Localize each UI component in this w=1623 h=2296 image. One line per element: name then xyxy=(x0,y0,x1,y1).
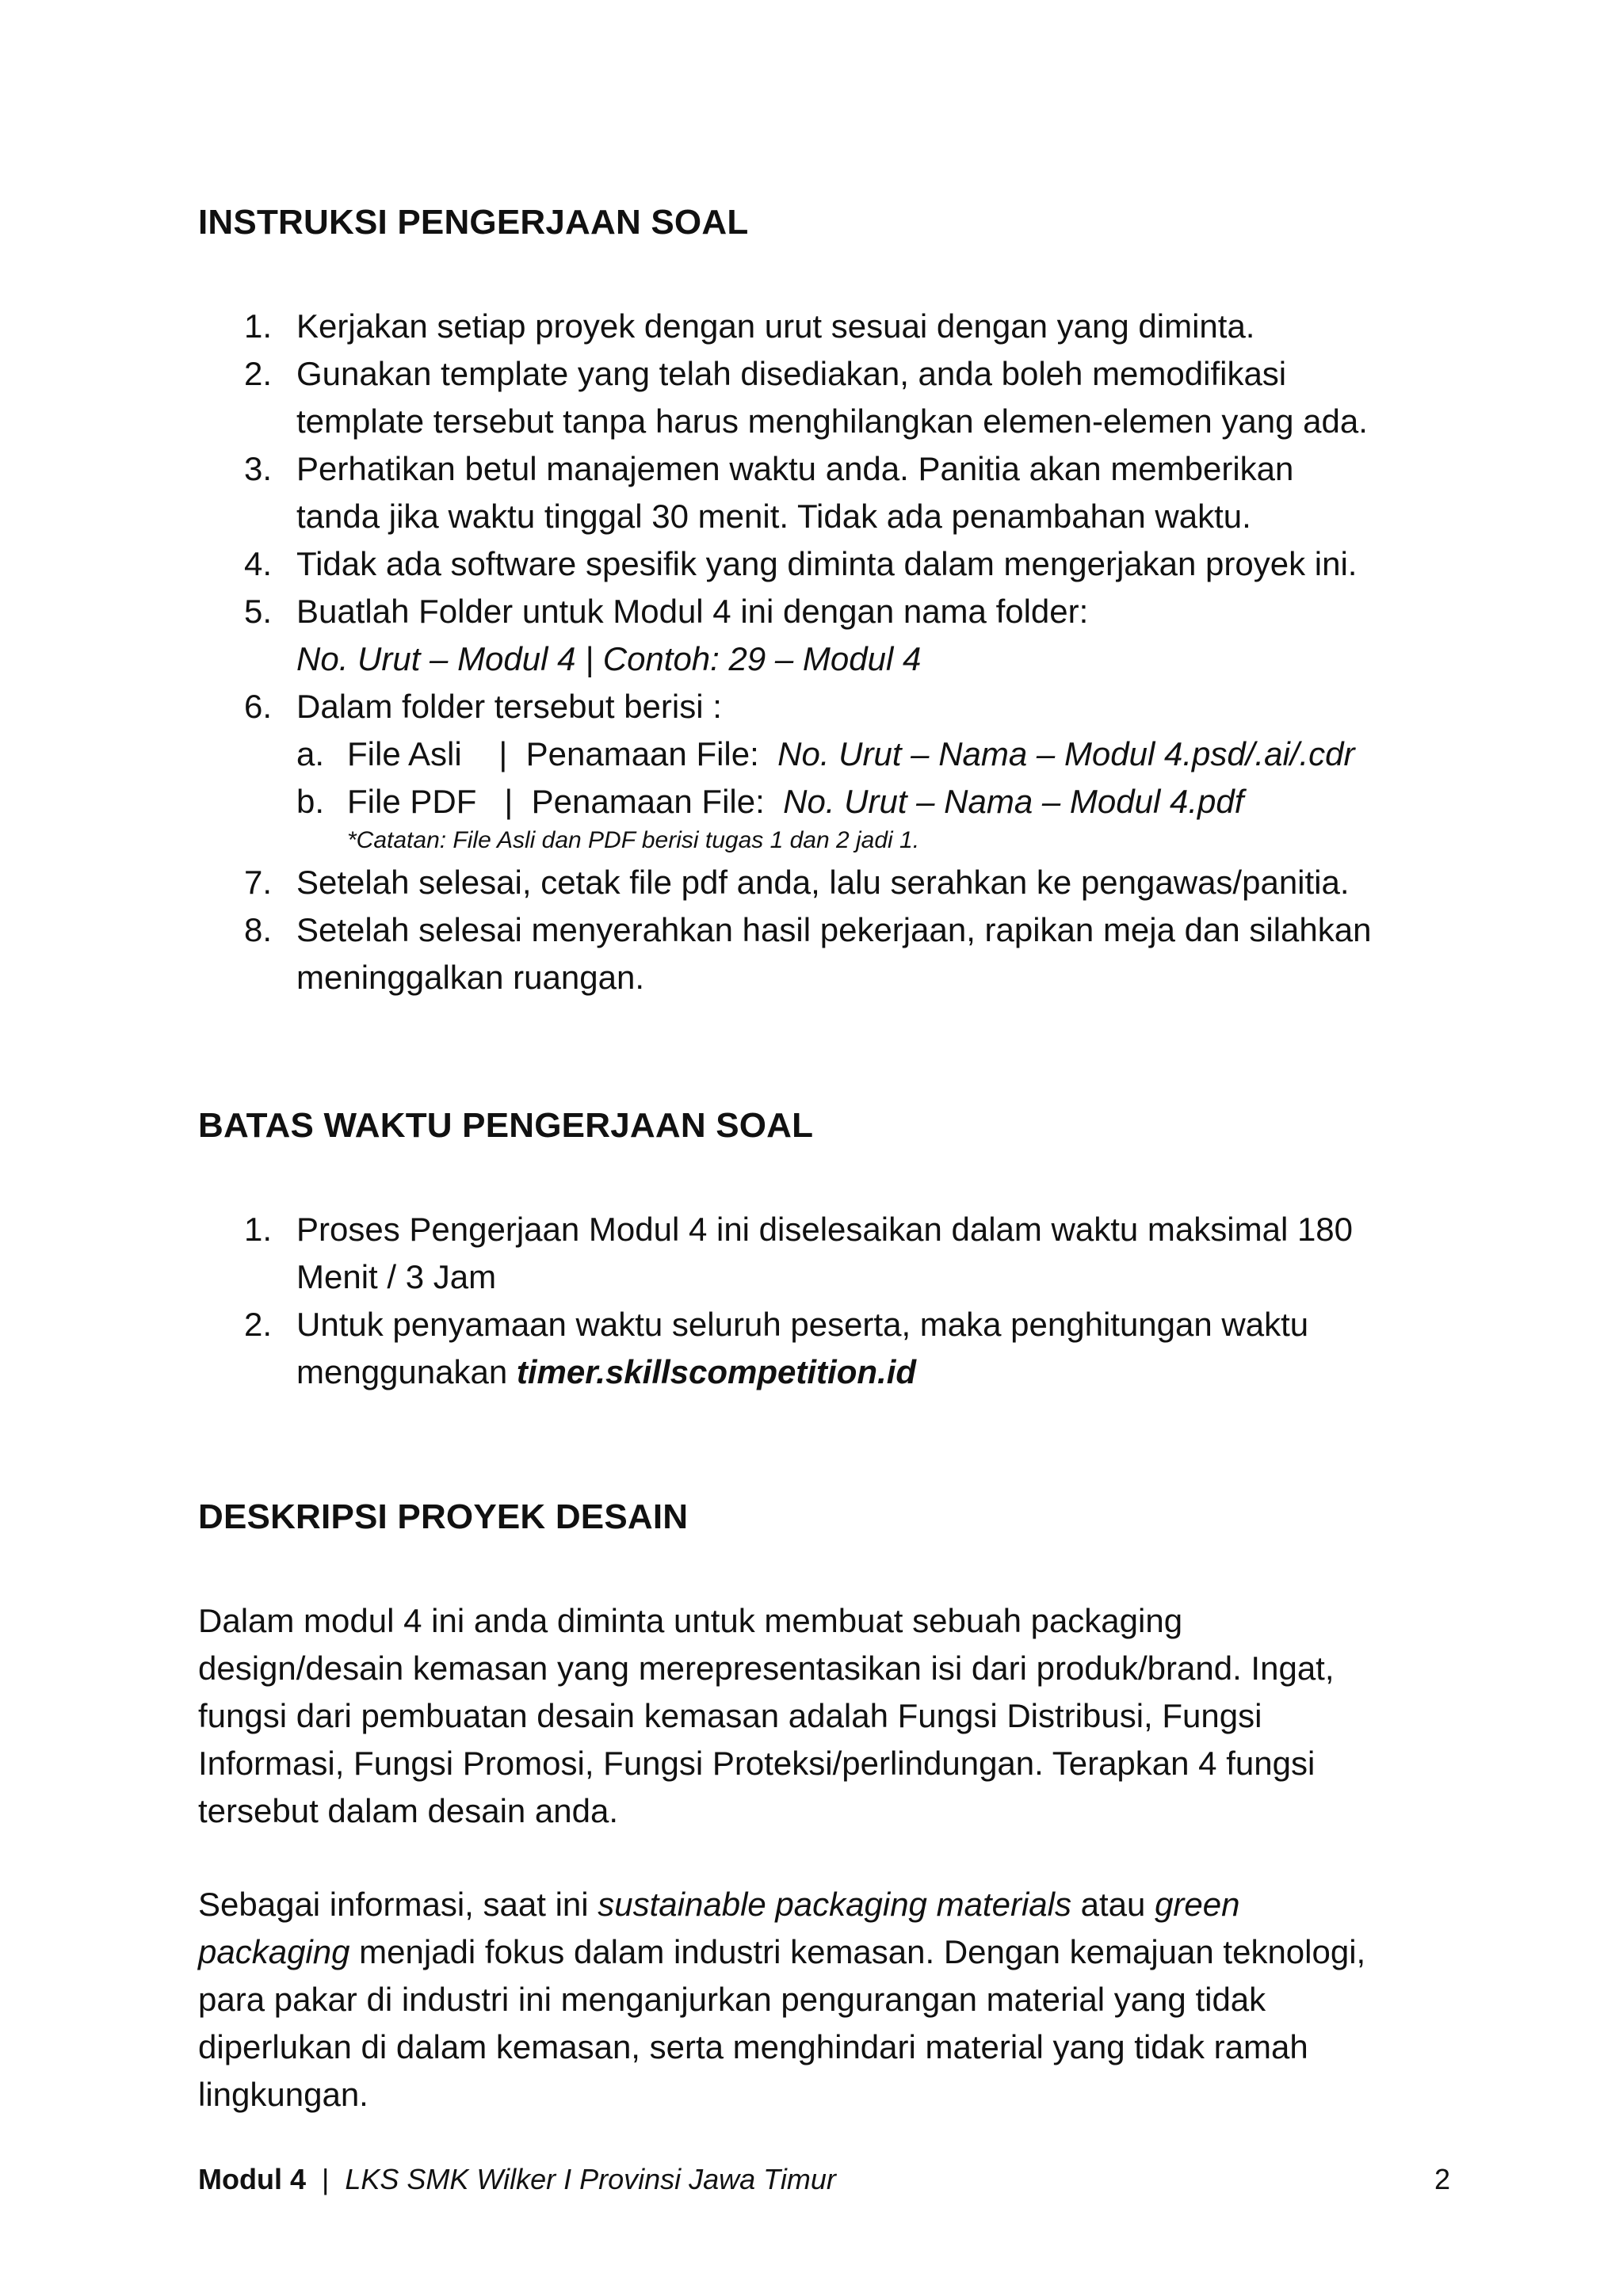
document-page: INSTRUKSI PENGERJAAN SOAL 1. Kerjakan setiap proyek dengan urut sesuai dengan yang diminta. 2. Gunakan template yang telah disediakan, anda boleh memodifikasi template tersebut tanpa harus menghilangkan elemen-elemen yang ada. 3. Perhatikan betul manajemen waktu anda. Panitia akan memberikan tanda jika waktu tinggal 30 menit. Tidak ada penambahan waktu. 4. Tidak ada software spesifik yang diminta dalam mengerjakan proyek ini. 5. Buatlah Folder untuk Modul 4 ini dengan nama folder: No. Urut – Modul 4 | Contoh: 29 – Modul 4 6. Dalam folder tersebut berisi : a. File Asli | Penamaan File: No. Urut – Nama – Modul 4.psd/.ai/.cdr b. File PDF | Penamaan File: No. Urut – Nama – Modul 4.pdf *Catatan: File Asli dan PDF berisi tugas 1 dan 2 jadi 1. 7. Setelah selesai, cetak file pdf anda, lalu serahkan ke pengawas/panitia. 8. Setelah selesai menyerahkan hasil pekerjaan, rapikan meja dan silahkan meninggalkan ruangan. BATAS WAKTU PENGERJAAN SOAL 1. Proses Pengerjaan Modul 4 ini diselesaikan dalam waktu maksimal 180 Menit / 3 Jam 2. Untuk penyamaan waktu seluruh peserta, maka penghitungan waktu menggunakan timer.skillscompetition.id DESKRIPSI PROYEK DESAIN Dalam modul 4 ini anda diminta untuk membuat sebuah packaging design/desain kemasan yang merepresentasikan isi dari produk/brand. Ingat, fungsi dari pembuatan desain kemasan adalah Fungsi Distribusi, Fungsi Informasi, Fungsi Promosi, Fungsi Proteksi/perlindungan. Terapkan 4 fungsi tersebut dalam desain anda. Sebagai informasi, saat ini sustainable packaging materials atau green packaging menjadi fokus dalam industri kemasan. Dengan kemajuan teknologi, para pakar di industri ini menganjurkan pengurangan material yang tidak diperlukan di dalam kemasan, serta menghindari material yang tidak ramah lingkungan. Modul 4 | LKS SMK Wilker I Provinsi Jawa Timur 2 xyxy=(198,203,1450,2195)
page-number: 2 xyxy=(1434,2163,1450,2195)
paragraph-line: design/desain kemasan yang merepresentasikan isi dari produk/brand. Ingat, xyxy=(198,1650,1335,1687)
section-heading-deskripsi: DESKRIPSI PROYEK DESAIN xyxy=(198,1497,689,1536)
section-heading-instruksi: INSTRUKSI PENGERJAAN SOAL xyxy=(198,203,749,242)
section-heading-batas-waktu: BATAS WAKTU PENGERJAAN SOAL xyxy=(198,1106,814,1145)
footer-org: LKS SMK Wilker I Provinsi Jawa Timur xyxy=(345,2163,836,2195)
footer-module: Modul 4 xyxy=(198,2163,306,2195)
paragraph-line: Informasi, Fungsi Promosi, Fungsi Proteksi/perlindungan. Terapkan 4 fungsi xyxy=(198,1745,1316,1782)
note-text: *Catatan: File Asli dan PDF berisi tugas 1 dan 2 jadi 1. xyxy=(347,827,920,853)
paragraph-line: fungsi dari pembuatan desain kemasan adalah Fungsi Distribusi, Fungsi xyxy=(198,1697,1262,1734)
paragraph-line: para pakar di industri ini menganjurkan pengurangan material yang tidak xyxy=(198,1981,1266,2018)
folder-name-format: No. Urut – Modul 4 | Contoh: 29 – Modul 4 xyxy=(296,640,922,677)
paragraph-line: packaging menjadi fokus dalam industri kemasan. Dengan kemajuan teknologi, xyxy=(198,1933,1366,1970)
paragraph-line: Dalam modul 4 ini anda diminta untuk membuat sebuah packaging xyxy=(198,1602,1183,1639)
paragraph-line: Sebagai informasi, saat ini sustainable packaging materials atau green xyxy=(198,1886,1240,1923)
paragraph-line: lingkungan. xyxy=(198,2076,369,2113)
paragraph-line: tersebut dalam desain anda. xyxy=(198,1792,619,1829)
paragraph-line: diperlukan di dalam kemasan, serta menghindari material yang tidak ramah xyxy=(198,2028,1308,2065)
timer-link-text: timer.skillscompetition.id xyxy=(516,1353,917,1390)
file-name-format: No. Urut – Nama – Modul 4.psd/.ai/.cdr xyxy=(777,735,1355,772)
file-name-format: No. Urut – Nama – Modul 4.pdf xyxy=(783,783,1244,820)
